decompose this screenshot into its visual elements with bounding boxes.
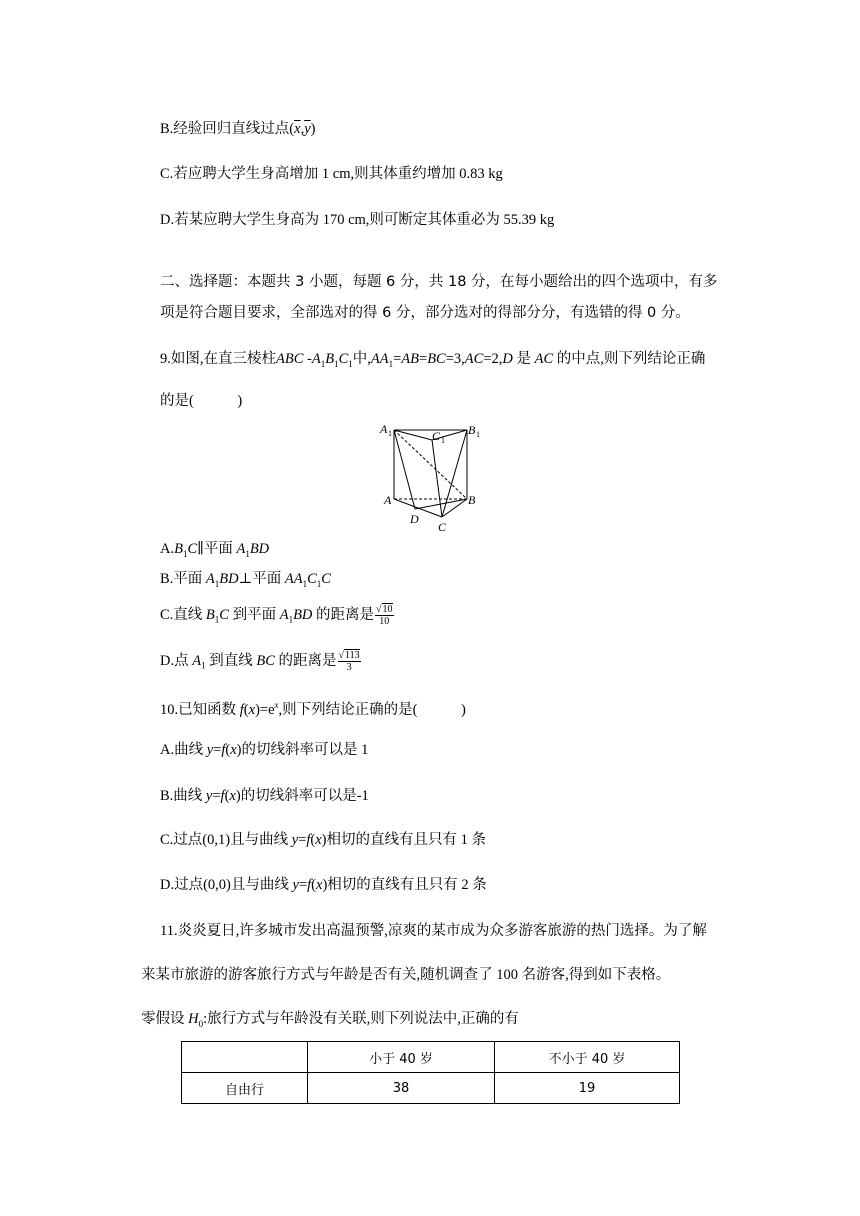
- q10-stem: 10.已知函数 $f(x)=e^x$,则下列结论正确的是( ): [160, 700, 466, 718]
- q9-stem-line-2: 的是( ): [160, 393, 243, 409]
- section-2-line-1: 二、选择题：本题共 3 小题，每题 6 分，共 18 分，在每小题给出的四个选项中，有多: [160, 274, 718, 290]
- label-b: B: [468, 493, 476, 507]
- table-row: [182, 1073, 680, 1104]
- q9-stem: 9.如图,在直三棱柱ABC $-A_1B_1C_1$中$,AA_1=AB=BC=3,AC=2,D$ 是 AC 的中点,则下列结论正确: [160, 351, 706, 369]
- table-header-row: [182, 1042, 680, 1073]
- q11-stem-line-2: 来某市旅游的游客旅行方式与年龄是否有关,随机调查了 100 名游客,得到如下表格。: [141, 967, 671, 983]
- survey-table: [181, 1041, 680, 1104]
- label-c1-sub: 1: [441, 436, 445, 445]
- q11-stem-line-3: 零假设 $H_0$:旅行方式与年龄没有关联,则下列说法中,正确的有: [141, 1011, 519, 1029]
- q9-option-b: B.平面 $A_1BD\perp$平面 $AA_1C_1C$: [160, 571, 331, 589]
- q10-option-d: D.过点(0,0)且与曲线 y=f(x)相切的直线有且只有 2 条: [160, 877, 487, 893]
- label-c1: C: [432, 429, 441, 443]
- table-header-cell: 不小于 40 岁: [495, 1042, 680, 1073]
- q9-option-a: $A.B_1C\parallel$平面 $A_1BD$: [160, 541, 270, 559]
- label-a: A: [384, 493, 392, 507]
- label-d: D: [410, 512, 419, 526]
- table-header-cell: [182, 1042, 308, 1073]
- fraction-sqrt10-over-10: $\frac{√10}{10}$: [376, 604, 393, 627]
- q11-stem-line-1: 11.炎炎夏日,许多城市发出高温预警,凉爽的某市成为众多游客旅游的热门选择。为了解: [160, 923, 707, 939]
- table-cell: 自由行: [182, 1073, 308, 1104]
- option-b-prev: B.经验回归直线过点$(\overline{x},\overline{y})$: [160, 121, 316, 137]
- q9-option-d: D.点 $A_1$ 到直线 BC 的距离是 $\frac{√113}{3}$: [160, 650, 360, 673]
- q9-option-c: C.直线 $B_1C$ 到平面 $A_1BD$ 的距离是 $\frac{√10}{10}$: [160, 604, 393, 627]
- label-c: C: [438, 520, 447, 534]
- table-cell: 38: [308, 1073, 495, 1104]
- section-2-line-2: 项是符合题目要求，全部选对的得 6 分，部分选对的得部分分，有选错的得 0 分。: [160, 305, 690, 321]
- option-c-prev: C.若应聘大学生身高增加 1 cm,则其体重约增加 0.83 kg: [160, 166, 503, 182]
- q10-option-c: C.过点(0,1)且与曲线 y=f(x)相切的直线有且只有 1 条: [160, 832, 486, 848]
- q10-option-b: B.曲线 y=f(x)的切线斜率可以是-1: [160, 788, 369, 804]
- label-a1-sub: 1: [388, 429, 392, 438]
- label-a1: A: [380, 422, 388, 436]
- label-b1-sub: 1: [476, 430, 480, 439]
- label-b1: B: [468, 423, 476, 437]
- table-header-cell: 小于 40 岁: [308, 1042, 495, 1073]
- fraction-sqrt113-over-3: $\frac{√113}{3}$: [338, 650, 360, 673]
- q10-option-a: A.曲线 y=f(x)的切线斜率可以是 1: [160, 742, 369, 758]
- table-cell: 19: [495, 1073, 680, 1104]
- option-d-prev: D.若某应聘大学生身高为 170 cm,则可断定其体重必为 55.39 kg: [160, 212, 555, 228]
- prism-figure: [372, 418, 492, 536]
